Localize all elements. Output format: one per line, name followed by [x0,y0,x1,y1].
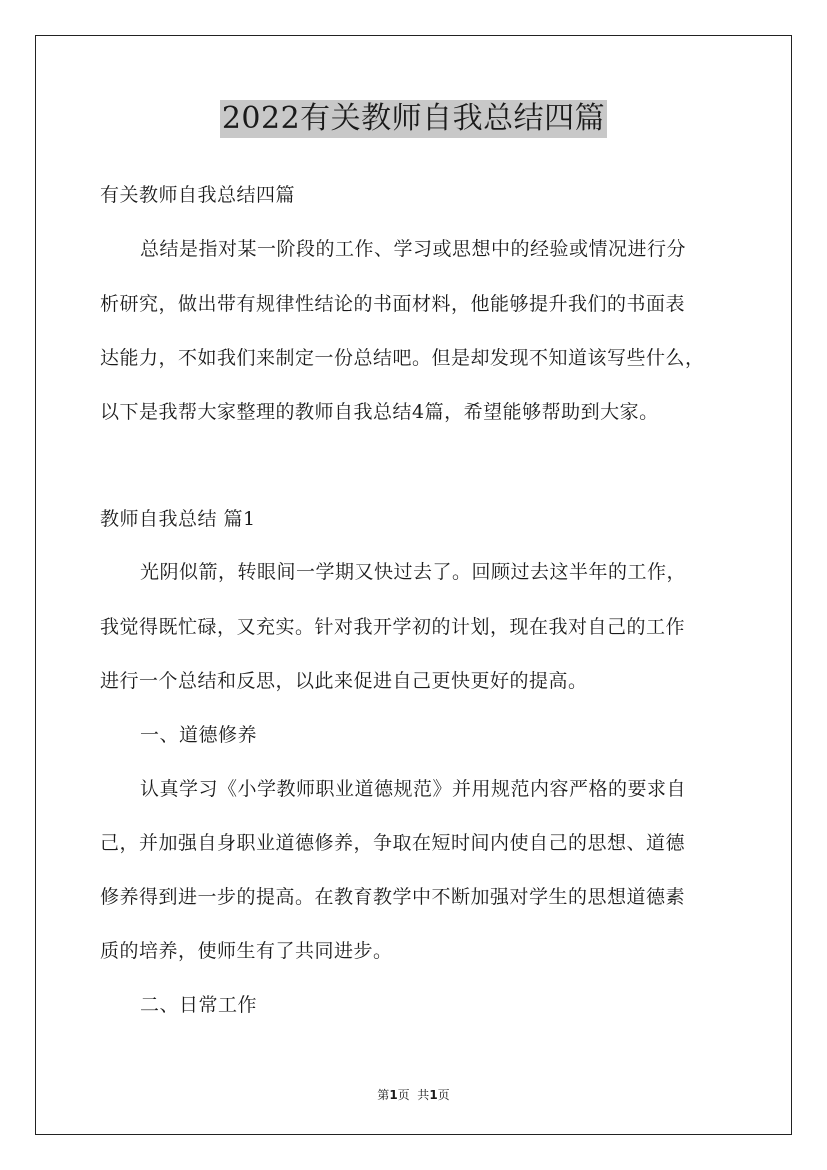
section-paragraph-line: 我觉得既忙碌，又充实。针对我开学初的计划，现在我对自己的工作 [100,616,686,638]
section-paragraph-line: 进行一个总结和反思，以此来促进自己更快更好的提高。 [100,670,588,692]
moral-paragraph-line: 己，并加强自身职业道德修养，争取在短时间内使自己的思想、道德 [100,832,686,854]
document-subtitle: 有关教师自我总结四篇 [100,184,296,206]
intro-line: 达能力，不如我们来制定一份总结吧。但是却发现不知道该写些什么， [100,347,705,369]
section-paragraph-line: 光阴似箭，转眼间一学期又快过去了。回顾过去这半年的工作， [140,561,687,583]
moral-paragraph-line: 认真学习《小学教师职业道德规范》并用规范内容严格的要求自 [140,778,687,800]
footer-prefix: 第 [377,1088,390,1102]
page-footer [0,1086,827,1103]
footer-suffix: 页 [437,1088,450,1102]
moral-paragraph-line: 质的培养，使师生有了共同进步。 [100,940,393,962]
document-title [0,100,827,138]
subheading-daily-work: 二、日常工作 [140,994,258,1016]
section-heading: 教师自我总结 篇1 [100,508,256,530]
footer-page-number: 1 [389,1088,398,1102]
document-title-text: 2022有关教师自我总结四篇 [221,101,606,136]
footer-mid: 页 共 [397,1088,430,1102]
intro-line: 析研究，做出带有规律性结论的书面材料，他能够提升我们的书面表 [100,293,686,315]
subheading-moral: 一、道德修养 [140,724,258,746]
moral-paragraph-line: 修养得到进一步的提高。在教育教学中不断加强对学生的思想道德素 [100,886,686,908]
footer-total-pages: 1 [429,1088,438,1102]
intro-line: 以下是我帮大家整理的教师自我总结4篇，希望能够帮助到大家。 [100,401,659,423]
intro-line: 总结是指对某一阶段的工作、学习或思想中的经验或情况进行分 [140,238,687,260]
